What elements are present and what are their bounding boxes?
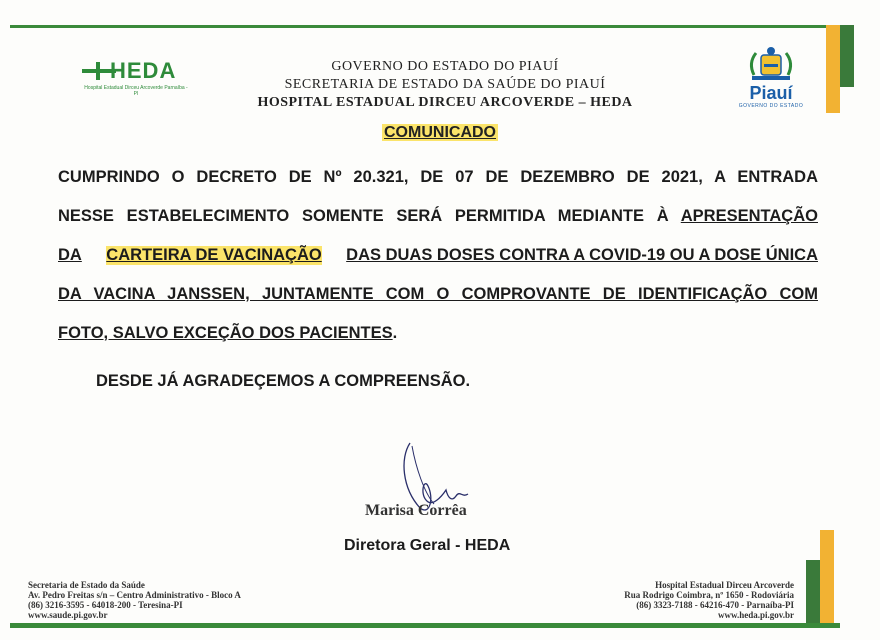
body-line-3: DA CARTEIRA DE VACINAÇÃO DAS DUAS DOSES CONTRA A COVID-19 OU A DOSE ÚNICA bbox=[58, 246, 818, 264]
underlined-apresentacao: APRESENTAÇÃO bbox=[680, 207, 818, 225]
body-line-5: FOTO, SALVO EXCEÇÃO DOS PACIENTES. bbox=[58, 324, 398, 342]
stripe-yellow-bottom bbox=[820, 530, 834, 628]
stripe-yellow-top bbox=[826, 25, 840, 113]
body-line-2: NESSE ESTABELECIMENTO SOMENTE SERÁ PERMITIDA MEDIANTE À APRESENTAÇÃO bbox=[58, 207, 818, 225]
heda-logo bbox=[80, 58, 190, 102]
heda-logo-subtitle: Hospital Estadual Dirceu Arcoverde Parnaíba - PI bbox=[84, 85, 188, 97]
thanks-line: DESDE JÁ AGRADEÇEMOS A COMPREENSÃO. bbox=[96, 372, 471, 390]
state-logo-name: Piauí bbox=[749, 83, 793, 103]
header-line-1: GOVERNO DO ESTADO DO PIAUÍ bbox=[331, 59, 559, 74]
header-line-3: HOSPITAL ESTADUAL DIRCEU ARCOVERDE – HEDA bbox=[257, 95, 633, 110]
notice-title-text: COMUNICADO bbox=[384, 124, 496, 141]
footer-secretaria: Secretaria de Estado da Saúde Av. Pedro Freitas s/n – Centro Administrativo - Bloco A (86) 3216-3595 - 64018-200 - Teresina-PI www.saude.pi.gov.br bbox=[28, 580, 241, 620]
header-line-2: SECRETARIA DE ESTADO DA SAÚDE DO PIAUÍ bbox=[284, 77, 606, 92]
signatory-role: Diretora Geral - HEDA bbox=[344, 537, 511, 554]
top-green-rule bbox=[10, 25, 840, 28]
heda-logo-text: HEDA bbox=[110, 58, 177, 83]
stripe-green-top bbox=[840, 25, 854, 87]
footer-hospital: Hospital Estadual Dirceu Arcoverde Rua Rodrigo Coimbra, nº 1650 - Rodoviária (86) 3323-7188 - 64216-470 - Parnaíba-PI www.heda.pi.gov.br bbox=[624, 580, 794, 620]
piaui-state-logo bbox=[728, 45, 814, 111]
body-line-4: DA VACINA JANSSEN, JUNTAMENTE COM O COMPROVANTE DE IDENTIFICAÇÃO COM bbox=[58, 285, 818, 303]
notice-title bbox=[0, 124, 880, 142]
government-header bbox=[200, 58, 690, 112]
highlighted-carteira-vacinacao: CARTEIRA DE VACINAÇÃO bbox=[106, 246, 322, 264]
stripe-green-bottom bbox=[806, 560, 820, 628]
bottom-green-rule bbox=[10, 623, 840, 628]
body-line-1: CUMPRINDO O DECRETO DE Nº 20.321, DE 07 DE DEZEMBRO DE 2021, A ENTRADA bbox=[58, 168, 818, 186]
state-coat-of-arms-icon bbox=[728, 45, 814, 85]
signatory-name: Marisa Corrêa bbox=[365, 502, 467, 519]
state-logo-subtitle: GOVERNO DO ESTADO bbox=[738, 103, 804, 109]
